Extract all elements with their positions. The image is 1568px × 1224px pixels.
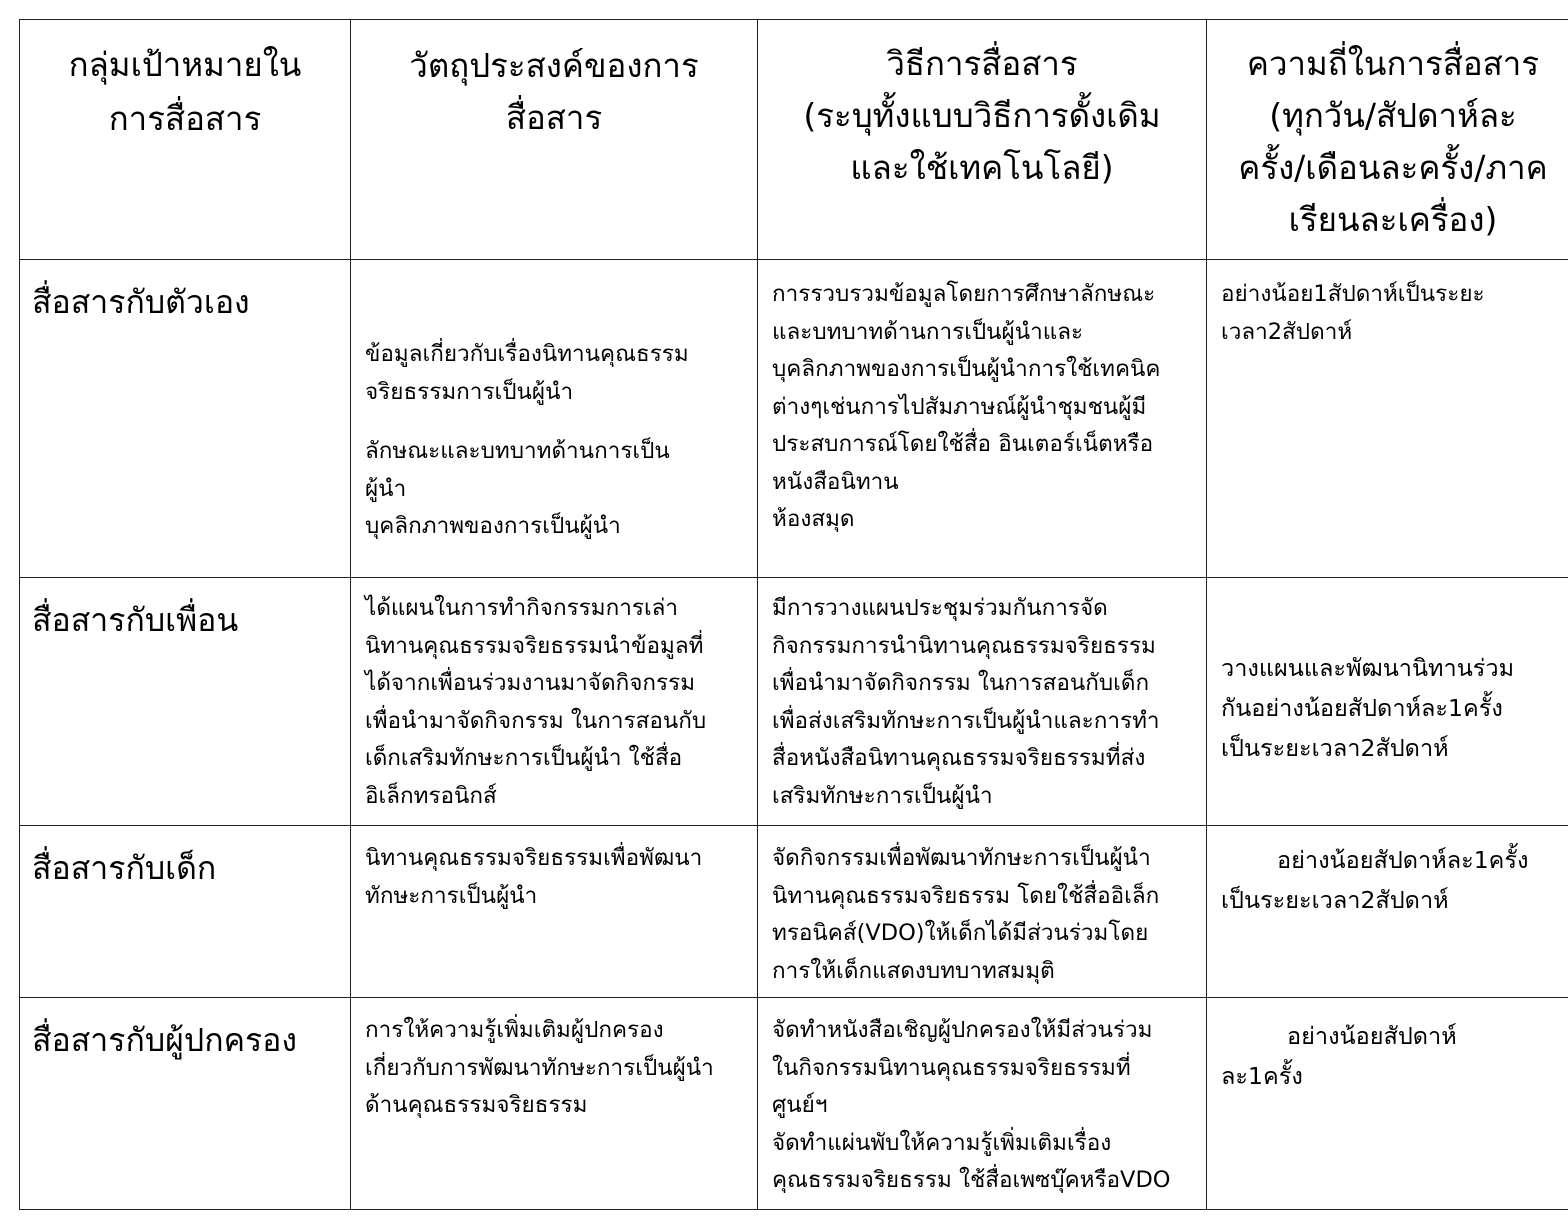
header-objective: วัตถุประสงค์ของการ สื่อสาร bbox=[351, 20, 758, 260]
frequency-cell: อย่างน้อย1สัปดาห์เป็นระยะ เวลา2สัปดาห์ bbox=[1207, 260, 1568, 578]
objective-cell: ข้อมูลเกี่ยวกับเรื่องนิทานคุณธรรม จริยธรรมการเป็นผู้นำ ลักษณะและบทบาทด้านการเป็น ผู้นำ บุคลิกภาพของการเป็นผู้นำ bbox=[351, 260, 758, 578]
table-row bbox=[20, 826, 1568, 998]
objective-cell: การให้ความรู้เพิ่มเติมผู้ปกครอง เกี่ยวกับการพัฒนาทักษะการเป็นผู้นำ ด้านคุณธรรมจริยธรรม bbox=[351, 998, 758, 1210]
table-row bbox=[20, 260, 1568, 578]
method-cell: จัดกิจกรรมเพื่อพัฒนาทักษะการเป็นผู้นำ นิทานคุณธรรมจริยธรรม โดยใช้สื่ออิเล็ก ทรอนิคส์(VDO)ให้เด็กได้มีส่วนร่วมโดย การให้เด็กแสดงบทบาทสมมุติ bbox=[758, 826, 1207, 998]
frequency-cell: วางแผนและพัฒนานิทานร่วม กันอย่างน้อยสัปดาห์ละ1ครั้ง เป็นระยะเวลา2สัปดาห์ bbox=[1207, 578, 1568, 826]
header-method: วิธีการสื่อสาร (ระบุทั้งแบบวิธีการดั้งเดิม และใช้เทคโนโลยี) bbox=[758, 20, 1207, 260]
table-row bbox=[20, 998, 1568, 1210]
header-row bbox=[20, 20, 1568, 260]
row-label-friends: สื่อสารกับเพื่อน bbox=[20, 578, 351, 826]
table-row bbox=[20, 578, 1568, 826]
method-cell: จัดทำหนังสือเชิญผู้ปกครองให้มีส่วนร่วม ในกิจกรรมนิทานคุณธรรมจริยธรรมที่ ศูนย์ฯ จัดทำแผ่นพับให้ความรู้เพิ่มเติมเรื่อง คุณธรรมจริยธรรม ใช้สื่อเพซบุ๊คหรือVDO bbox=[758, 998, 1207, 1210]
method-cell: การรวบรวมข้อมูลโดยการศึกษาลักษณะ และบทบาทด้านการเป็นผู้นำและ บุคลิกภาพของการเป็นผู้นำการใช้เทคนิค ต่างๆเช่นการไปสัมภาษณ์ผู้นำชุมชนผู้มี ประสบการณ์โดยใช้สื่อ อินเตอร์เน็ตหรือ หนังสือนิทาน ห้องสมุด bbox=[758, 260, 1207, 578]
row-label-self: สื่อสารกับตัวเอง bbox=[20, 260, 351, 578]
communication-plan-table bbox=[19, 19, 1568, 1210]
frequency-cell: อย่างน้อยสัปดาห์ ละ1ครั้ง bbox=[1207, 998, 1568, 1210]
row-label-children: สื่อสารกับเด็ก bbox=[20, 826, 351, 998]
method-cell: มีการวางแผนประชุมร่วมกันการจัด กิจกรรมการนำนิทานคุณธรรมจริยธรรม เพื่อนำมาจัดกิจกรรม ในการสอนกับเด็ก เพื่อส่งเสริมทักษะการเป็นผู้นำและการทำ สื่อหนังสือนิทานคุณธรรมจริยธรรมที่ส่ง เสริมทักษะการเป็นผู้นำ bbox=[758, 578, 1207, 826]
objective-cell: ได้แผนในการทำกิจกรรมการเล่า นิทานคุณธรรมจริยธรรมนำข้อมูลที่ ได้จากเพื่อนร่วมงานมาจัดกิจกรรม เพื่อนำมาจัดกิจกรรม ในการสอนกับ เด็กเสริมทักษะการเป็นผู้นำ ใช้สื่อ อิเล็กทรอนิกส์ bbox=[351, 578, 758, 826]
row-label-parents: สื่อสารกับผู้ปกครอง bbox=[20, 998, 351, 1210]
header-frequency: ความถี่ในการสื่อสาร (ทุกวัน/สัปดาห์ละ ครั้ง/เดือนละครั้ง/ภาค เรียนละเครื่อง) bbox=[1207, 20, 1568, 260]
header-target-group: กลุ่มเป้าหมายใน การสื่อสาร bbox=[20, 20, 351, 260]
objective-cell: นิทานคุณธรรมจริยธรรมเพื่อพัฒนา ทักษะการเป็นผู้นำ bbox=[351, 826, 758, 998]
frequency-cell: อย่างน้อยสัปดาห์ละ1ครั้ง เป็นระยะเวลา2สัปดาห์ bbox=[1207, 826, 1568, 998]
